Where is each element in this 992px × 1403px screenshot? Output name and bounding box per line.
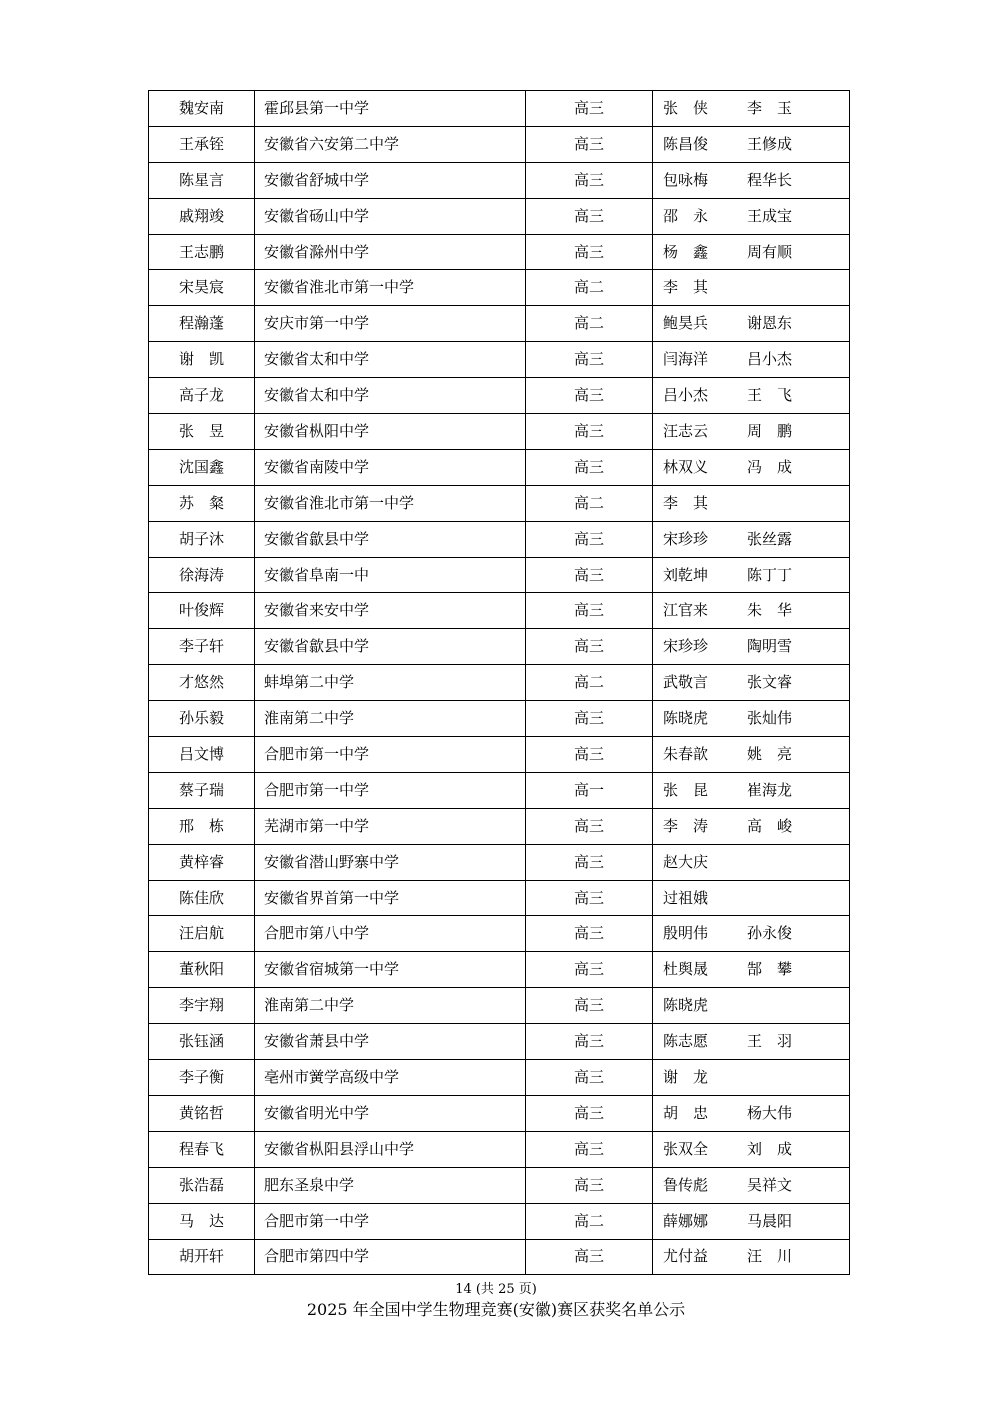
teacher-2: 吕小杰 [747, 350, 793, 369]
teacher-1: 陈昌俊 [663, 134, 709, 153]
student-name-cell: 沈国鑫 [149, 449, 255, 485]
teacher-1: 尤付益 [663, 1247, 709, 1266]
school-cell: 安徽省潜山野寨中学 [255, 844, 526, 880]
grade-cell: 高三 [526, 162, 653, 198]
school-cell: 安徽省舒城中学 [255, 162, 526, 198]
teacher-1: 江官来 [663, 601, 709, 620]
teacher-cell [653, 772, 850, 808]
student-name-cell: 汪启航 [149, 916, 255, 952]
teacher-cell [653, 988, 850, 1024]
student-name-cell: 李宇翔 [149, 988, 255, 1024]
teacher-cell [653, 916, 850, 952]
teacher-2: 张文睿 [747, 673, 793, 692]
teacher-cell [653, 808, 850, 844]
student-name-cell: 张钰涵 [149, 1024, 255, 1060]
teacher-2: 郜 攀 [747, 960, 793, 979]
school-cell: 亳州市黉学高级中学 [255, 1060, 526, 1096]
table-row [149, 1203, 850, 1239]
teacher-2: 汪 川 [747, 1247, 793, 1266]
teacher-2: 高 峻 [747, 816, 793, 835]
teacher-1: 杜舆晟 [663, 960, 709, 979]
student-name-cell: 程春飞 [149, 1131, 255, 1167]
student-name-cell: 胡开轩 [149, 1239, 255, 1275]
table-row [149, 593, 850, 629]
teacher-1: 汪志云 [663, 421, 709, 440]
teacher-2: 马晨阳 [747, 1211, 793, 1230]
student-name-cell: 戚翔竣 [149, 198, 255, 234]
teacher-2: 姚 亮 [747, 744, 793, 763]
teacher-cell [653, 880, 850, 916]
grade-cell: 高三 [526, 198, 653, 234]
school-cell: 安徽省砀山中学 [255, 198, 526, 234]
teacher-2: 陈丁丁 [747, 565, 793, 584]
grade-cell: 高三 [526, 629, 653, 665]
table-row [149, 270, 850, 306]
grade-cell: 高三 [526, 91, 653, 127]
teacher-1: 李 其 [663, 493, 709, 512]
teacher-1: 包咏梅 [663, 170, 709, 189]
teacher-2: 陶明雪 [747, 637, 793, 656]
teacher-1: 过祖娥 [663, 888, 709, 907]
teacher-2: 冯 成 [747, 457, 793, 476]
teacher-cell [653, 270, 850, 306]
teacher-2: 崔海龙 [747, 780, 793, 799]
school-cell: 安徽省六安第二中学 [255, 126, 526, 162]
teacher-1: 宋珍珍 [663, 529, 709, 548]
school-cell: 安徽省萧县中学 [255, 1024, 526, 1060]
school-cell: 淮南第二中学 [255, 988, 526, 1024]
school-cell: 合肥市第一中学 [255, 737, 526, 773]
school-cell: 淮南第二中学 [255, 701, 526, 737]
teacher-1: 谢 龙 [663, 1067, 709, 1086]
teacher-cell [653, 1095, 850, 1131]
school-cell: 安徽省太和中学 [255, 342, 526, 378]
teacher-2: 张灿伟 [747, 709, 793, 728]
student-name-cell: 程瀚蓬 [149, 306, 255, 342]
grade-cell: 高三 [526, 701, 653, 737]
student-name-cell: 张浩磊 [149, 1167, 255, 1203]
table-row [149, 952, 850, 988]
school-cell: 合肥市第四中学 [255, 1239, 526, 1275]
teacher-2: 周 鹏 [747, 421, 793, 440]
teacher-2: 程华长 [747, 170, 793, 189]
teacher-1: 朱春歆 [663, 744, 709, 763]
teacher-1: 吕小杰 [663, 386, 709, 405]
teacher-2: 王修成 [747, 134, 793, 153]
table-row [149, 1167, 850, 1203]
teacher-1: 鲍昊兵 [663, 314, 709, 333]
grade-cell: 高三 [526, 557, 653, 593]
student-name-cell: 孙乐毅 [149, 701, 255, 737]
teacher-1: 李 其 [663, 278, 709, 297]
table-row [149, 880, 850, 916]
teacher-1: 林双义 [663, 457, 709, 476]
school-cell: 安徽省滁州中学 [255, 234, 526, 270]
teacher-1: 鲁传彪 [663, 1175, 709, 1194]
table-row [149, 557, 850, 593]
table-row [149, 1131, 850, 1167]
table-row [149, 701, 850, 737]
school-cell: 安徽省南陵中学 [255, 449, 526, 485]
teacher-2: 周有顺 [747, 242, 793, 261]
school-cell: 蚌埠第二中学 [255, 665, 526, 701]
teacher-1: 赵大庆 [663, 852, 709, 871]
student-name-cell: 吕文博 [149, 737, 255, 773]
teacher-1: 宋珍珍 [663, 637, 709, 656]
grade-cell: 高二 [526, 306, 653, 342]
teacher-cell [653, 1167, 850, 1203]
student-name-cell: 马 达 [149, 1203, 255, 1239]
teacher-cell [653, 844, 850, 880]
student-name-cell: 苏 粲 [149, 485, 255, 521]
student-name-cell: 陈星言 [149, 162, 255, 198]
teacher-cell [653, 449, 850, 485]
table-row [149, 808, 850, 844]
teacher-1: 刘乾坤 [663, 565, 709, 584]
table-row [149, 162, 850, 198]
teacher-1: 陈晓虎 [663, 996, 709, 1015]
teacher-cell [653, 737, 850, 773]
table-row [149, 737, 850, 773]
student-name-cell: 胡子沐 [149, 521, 255, 557]
teacher-cell [653, 485, 850, 521]
teacher-1: 薛娜娜 [663, 1211, 709, 1230]
teacher-cell [653, 557, 850, 593]
table-row [149, 91, 850, 127]
table-row [149, 1239, 850, 1275]
grade-cell: 高三 [526, 880, 653, 916]
table-row [149, 629, 850, 665]
table-row [149, 665, 850, 701]
grade-cell: 高三 [526, 737, 653, 773]
grade-cell: 高三 [526, 449, 653, 485]
teacher-cell [653, 593, 850, 629]
teacher-cell [653, 701, 850, 737]
table-row [149, 198, 850, 234]
grade-cell: 高三 [526, 593, 653, 629]
teacher-2: 张丝露 [747, 529, 793, 548]
school-cell: 芜湖市第一中学 [255, 808, 526, 844]
student-name-cell: 王承铚 [149, 126, 255, 162]
teacher-1: 闫海洋 [663, 350, 709, 369]
teacher-cell [653, 629, 850, 665]
document-title: 2025 年全国中学生物理竞赛(安徽)赛区获奖名单公示 [306, 1300, 686, 1319]
grade-cell: 高三 [526, 1131, 653, 1167]
table-row [149, 1060, 850, 1096]
teacher-cell [653, 1131, 850, 1167]
table-row [149, 485, 850, 521]
school-cell: 安徽省淮北市第一中学 [255, 485, 526, 521]
grade-cell: 高三 [526, 1095, 653, 1131]
grade-cell: 高三 [526, 378, 653, 414]
teacher-2: 王成宝 [747, 206, 793, 225]
teacher-1: 武敬言 [663, 673, 709, 692]
table-row [149, 916, 850, 952]
table-row [149, 378, 850, 414]
grade-cell: 高三 [526, 126, 653, 162]
teacher-cell [653, 1203, 850, 1239]
student-name-cell: 李子衡 [149, 1060, 255, 1096]
student-name-cell: 黄梓睿 [149, 844, 255, 880]
school-cell: 安徽省明光中学 [255, 1095, 526, 1131]
teacher-cell [653, 198, 850, 234]
table-row [149, 844, 850, 880]
teacher-1: 陈晓虎 [663, 709, 709, 728]
student-name-cell: 谢 凯 [149, 342, 255, 378]
grade-cell: 高二 [526, 665, 653, 701]
grade-cell: 高三 [526, 342, 653, 378]
teacher-1: 陈志愿 [663, 1032, 709, 1051]
teacher-2: 孙永俊 [747, 924, 793, 943]
teacher-cell [653, 306, 850, 342]
teacher-2: 王 羽 [747, 1032, 793, 1051]
teacher-cell [653, 521, 850, 557]
table-row [149, 449, 850, 485]
table-row [149, 1024, 850, 1060]
grade-cell: 高三 [526, 916, 653, 952]
teacher-cell [653, 126, 850, 162]
grade-cell: 高三 [526, 952, 653, 988]
school-cell: 安庆市第一中学 [255, 306, 526, 342]
student-name-cell: 叶俊辉 [149, 593, 255, 629]
school-cell: 霍邱县第一中学 [255, 91, 526, 127]
student-name-cell: 李子轩 [149, 629, 255, 665]
teacher-cell [653, 342, 850, 378]
table-row [149, 126, 850, 162]
teacher-1: 殷明伟 [663, 924, 709, 943]
teacher-2: 刘 成 [747, 1139, 793, 1158]
table-row [149, 772, 850, 808]
grade-cell: 高三 [526, 414, 653, 450]
page-number: 14 (共 25 页) [455, 1282, 537, 1297]
teacher-1: 杨 鑫 [663, 242, 709, 261]
grade-cell: 高三 [526, 844, 653, 880]
grade-cell: 高三 [526, 988, 653, 1024]
grade-cell: 高三 [526, 1024, 653, 1060]
teacher-cell [653, 1239, 850, 1275]
student-name-cell: 高子龙 [149, 378, 255, 414]
table-body [149, 91, 850, 1275]
student-name-cell: 蔡子瑞 [149, 772, 255, 808]
teacher-cell [653, 414, 850, 450]
teacher-cell [653, 952, 850, 988]
teacher-1: 李 涛 [663, 816, 709, 835]
teacher-2: 吴祥文 [747, 1175, 793, 1194]
school-cell: 安徽省宿城第一中学 [255, 952, 526, 988]
teacher-cell [653, 665, 850, 701]
school-cell: 肥东圣泉中学 [255, 1167, 526, 1203]
teacher-2: 李 玉 [747, 98, 793, 117]
school-cell: 安徽省枞阳县浮山中学 [255, 1131, 526, 1167]
teacher-cell [653, 162, 850, 198]
teacher-1: 胡 忠 [663, 1103, 709, 1122]
table-row [149, 1095, 850, 1131]
table-row [149, 342, 850, 378]
grade-cell: 高三 [526, 808, 653, 844]
school-cell: 合肥市第八中学 [255, 916, 526, 952]
grade-cell: 高二 [526, 1203, 653, 1239]
grade-cell: 高二 [526, 270, 653, 306]
teacher-1: 张 昆 [663, 780, 709, 799]
school-cell: 安徽省来安中学 [255, 593, 526, 629]
school-cell: 合肥市第一中学 [255, 772, 526, 808]
student-name-cell: 邢 栋 [149, 808, 255, 844]
teacher-1: 张 侠 [663, 98, 709, 117]
teacher-1: 张双全 [663, 1139, 709, 1158]
table-row [149, 414, 850, 450]
school-cell: 安徽省枞阳中学 [255, 414, 526, 450]
school-cell: 安徽省歙县中学 [255, 521, 526, 557]
student-name-cell: 才悠然 [149, 665, 255, 701]
student-name-cell: 陈佳欣 [149, 880, 255, 916]
school-cell: 安徽省歙县中学 [255, 629, 526, 665]
school-cell: 安徽省淮北市第一中学 [255, 270, 526, 306]
grade-cell: 高三 [526, 1060, 653, 1096]
grade-cell: 高一 [526, 772, 653, 808]
teacher-cell [653, 1060, 850, 1096]
grade-cell: 高三 [526, 1167, 653, 1203]
teacher-cell [653, 1024, 850, 1060]
teacher-1: 邵 永 [663, 206, 709, 225]
student-name-cell: 黄铭哲 [149, 1095, 255, 1131]
grade-cell: 高三 [526, 1239, 653, 1275]
grade-cell: 高三 [526, 234, 653, 270]
award-list-table [148, 90, 850, 1275]
table-row [149, 521, 850, 557]
teacher-cell [653, 378, 850, 414]
student-name-cell: 宋昊宸 [149, 270, 255, 306]
student-name-cell: 张 昱 [149, 414, 255, 450]
teacher-2: 杨大伟 [747, 1103, 793, 1122]
teacher-2: 朱 华 [747, 601, 793, 620]
teacher-cell [653, 234, 850, 270]
student-name-cell: 王志鹏 [149, 234, 255, 270]
table-row [149, 306, 850, 342]
teacher-cell [653, 91, 850, 127]
table-row [149, 234, 850, 270]
grade-cell: 高二 [526, 485, 653, 521]
student-name-cell: 徐海涛 [149, 557, 255, 593]
school-cell: 安徽省界首第一中学 [255, 880, 526, 916]
student-name-cell: 魏安南 [149, 91, 255, 127]
school-cell: 合肥市第一中学 [255, 1203, 526, 1239]
student-name-cell: 董秋阳 [149, 952, 255, 988]
table-row [149, 988, 850, 1024]
teacher-2: 王 飞 [747, 386, 793, 405]
school-cell: 安徽省太和中学 [255, 378, 526, 414]
grade-cell: 高三 [526, 521, 653, 557]
school-cell: 安徽省阜南一中 [255, 557, 526, 593]
teacher-2: 谢恩东 [747, 314, 793, 333]
